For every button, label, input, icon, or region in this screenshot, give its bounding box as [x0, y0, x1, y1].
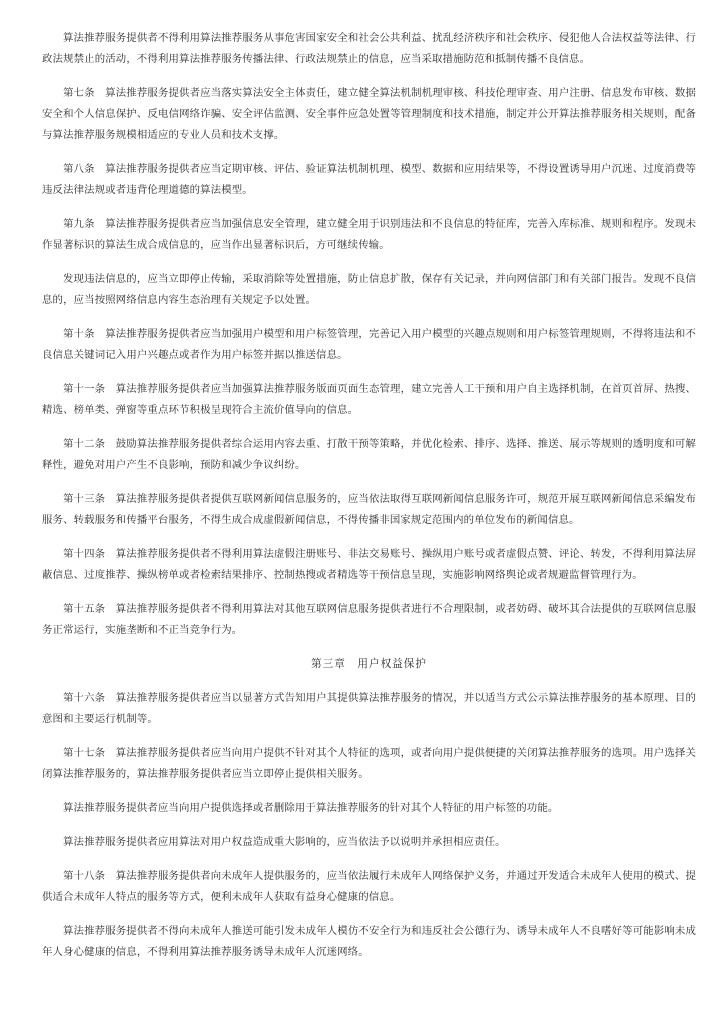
paragraph-article-11: 第十一条 算法推荐服务提供者应当加强算法推荐服务版面页面生态管理，建立完善人工干预和用户自主选择机制，在首页首屏、热搜、精选、榜单类、弹窗等重点环节积极呈现符合主流价值导向的信息。 [42, 383, 696, 416]
paragraph-article-12: 第十二条 鼓励算法推荐服务提供者综合运用内容去重、打散干预等策略，并优化检索、排序、选择、推送、展示等规则的透明度和可解释性，避免对用户产生不良影响，预防和减少争议纠纷。 [42, 438, 696, 471]
paragraph-article-7: 第七条 算法推荐服务提供者应当落实算法安全主体责任，建立健全算法机制机理审核、科技伦理审查、用户注册、信息发布审核、数据安全和个人信息保护、反电信网络诈骗、安全评估监测、安全事件应急处置等管理制度和技术措施，制定并公开算法推荐服务相关规则，配备与算法推荐服务规模相适应的专业人员和技术支撑。 [42, 87, 696, 141]
chapter-heading: 第三章 用户权益保护 [311, 658, 427, 670]
paragraph-article-13: 第十三条 算法推荐服务提供者提供互联网新闻信息服务的，应当依法取得互联网新闻信息服务许可，规范开展互联网新闻信息采编发布服务、转载服务和传播平台服务，不得生成合成虚假新闻信息，不得传播非国家规定范围内的单位发布的新闻信息。 [42, 493, 696, 526]
paragraph-algorithm-prohibited-activities: 算法推荐服务提供者不得利用算法推荐服务从事危害国家安全和社会公共利益、扰乱经济秩序和社会秩序、侵犯他人合法权益等法律、行政法规禁止的活动，不得利用算法推荐服务传播法律、行政法规禁止的信息，应当采取措施防范和抵制传播不良信息。 [42, 32, 696, 65]
paragraph-article-8: 第八条 算法推荐服务提供者应当定期审核、评估、验证算法机制机理、模型、数据和应用结果等，不得设置诱导用户沉迷、过度消费等违反法律法规或者违背伦理道德的算法模型。 [42, 163, 696, 196]
paragraph-article-18: 第十八条 算法推荐服务提供者向未成年人提供服务的，应当依法履行未成年人网络保护义务，并通过开发适合未成年人使用的模式、提供适合未成年人特点的服务等方式，便利未成年人获取有益身心健康的信息。 [42, 870, 696, 903]
document-page [42, 28, 696, 976]
paragraph-article-15: 第十五条 算法推荐服务提供者不得利用算法对其他互联网信息服务提供者进行不合理限制，或者妨碍、破坏其合法提供的互联网信息服务正常运行，实施垄断和不正当竞争行为。 [42, 603, 696, 636]
paragraph-article-10: 第十条 算法推荐服务提供者应当加强用户模型和用户标签管理，完善记入用户模型的兴趣点规则和用户标签管理规则，不得将违法和不良信息关键词记入用户兴趣点或者作为用户标签并据以推送信息。 [42, 328, 696, 361]
paragraph-article-14: 第十四条 算法推荐服务提供者不得利用算法虚假注册账号、非法交易账号、操纵用户账号或者虚假点赞、评论、转发，不得利用算法屏蔽信息、过度推荐、操纵榜单或者检索结果排序、控制热搜或者精选等干预信息呈现，实施影响网络舆论或者规避监督管理行为。 [42, 548, 696, 581]
paragraph-article-17: 第十七条 算法推荐服务提供者应当向用户提供不针对其个人特征的选项，或者向用户提供便捷的关闭算法推荐服务的选项。用户选择关闭算法推荐服务的，算法推荐服务提供者应当立即停止提供相关服务。 [42, 747, 696, 780]
paragraph-article-17-user-tags: 算法推荐服务提供者应当向用户提供选择或者删除用于算法推荐服务的针对其个人特征的用户标签的功能。 [63, 802, 559, 814]
paragraph-article-9-illegal-info: 发现违法信息的，应当立即停止传输，采取消除等处置措施，防止信息扩散，保存有关记录，并向网信部门和有关部门报告。发现不良信息的，应当按照网络信息内容生态治理有关规定予以处置。 [42, 273, 696, 306]
paragraph-article-16: 第十六条 算法推荐服务提供者应当以显著方式告知用户其提供算法推荐服务的情况，并以适当方式公示算法推荐服务的基本原理、目的意图和主要运行机制等。 [42, 692, 696, 725]
paragraph-article-17-responsibility: 算法推荐服务提供者应用算法对用户权益造成重大影响的，应当依法予以说明并承担相应责任。 [63, 836, 506, 848]
paragraph-article-18-minors: 算法推荐服务提供者不得向未成年人推送可能引发未成年人模仿不安全行为和违反社会公德行为、诱导未成年人不良嗜好等可能影响未成年人身心健康的信息，不得利用算法推荐服务诱导未成年人沉迷网络。 [42, 925, 696, 958]
paragraph-article-9: 第九条 算法推荐服务提供者应当加强信息安全管理，建立健全用于识别违法和不良信息的特征库，完善入库标准、规则和程序。发现未作显著标识的算法生成合成信息的，应当作出显著标识后，方可继续传输。 [42, 218, 696, 251]
